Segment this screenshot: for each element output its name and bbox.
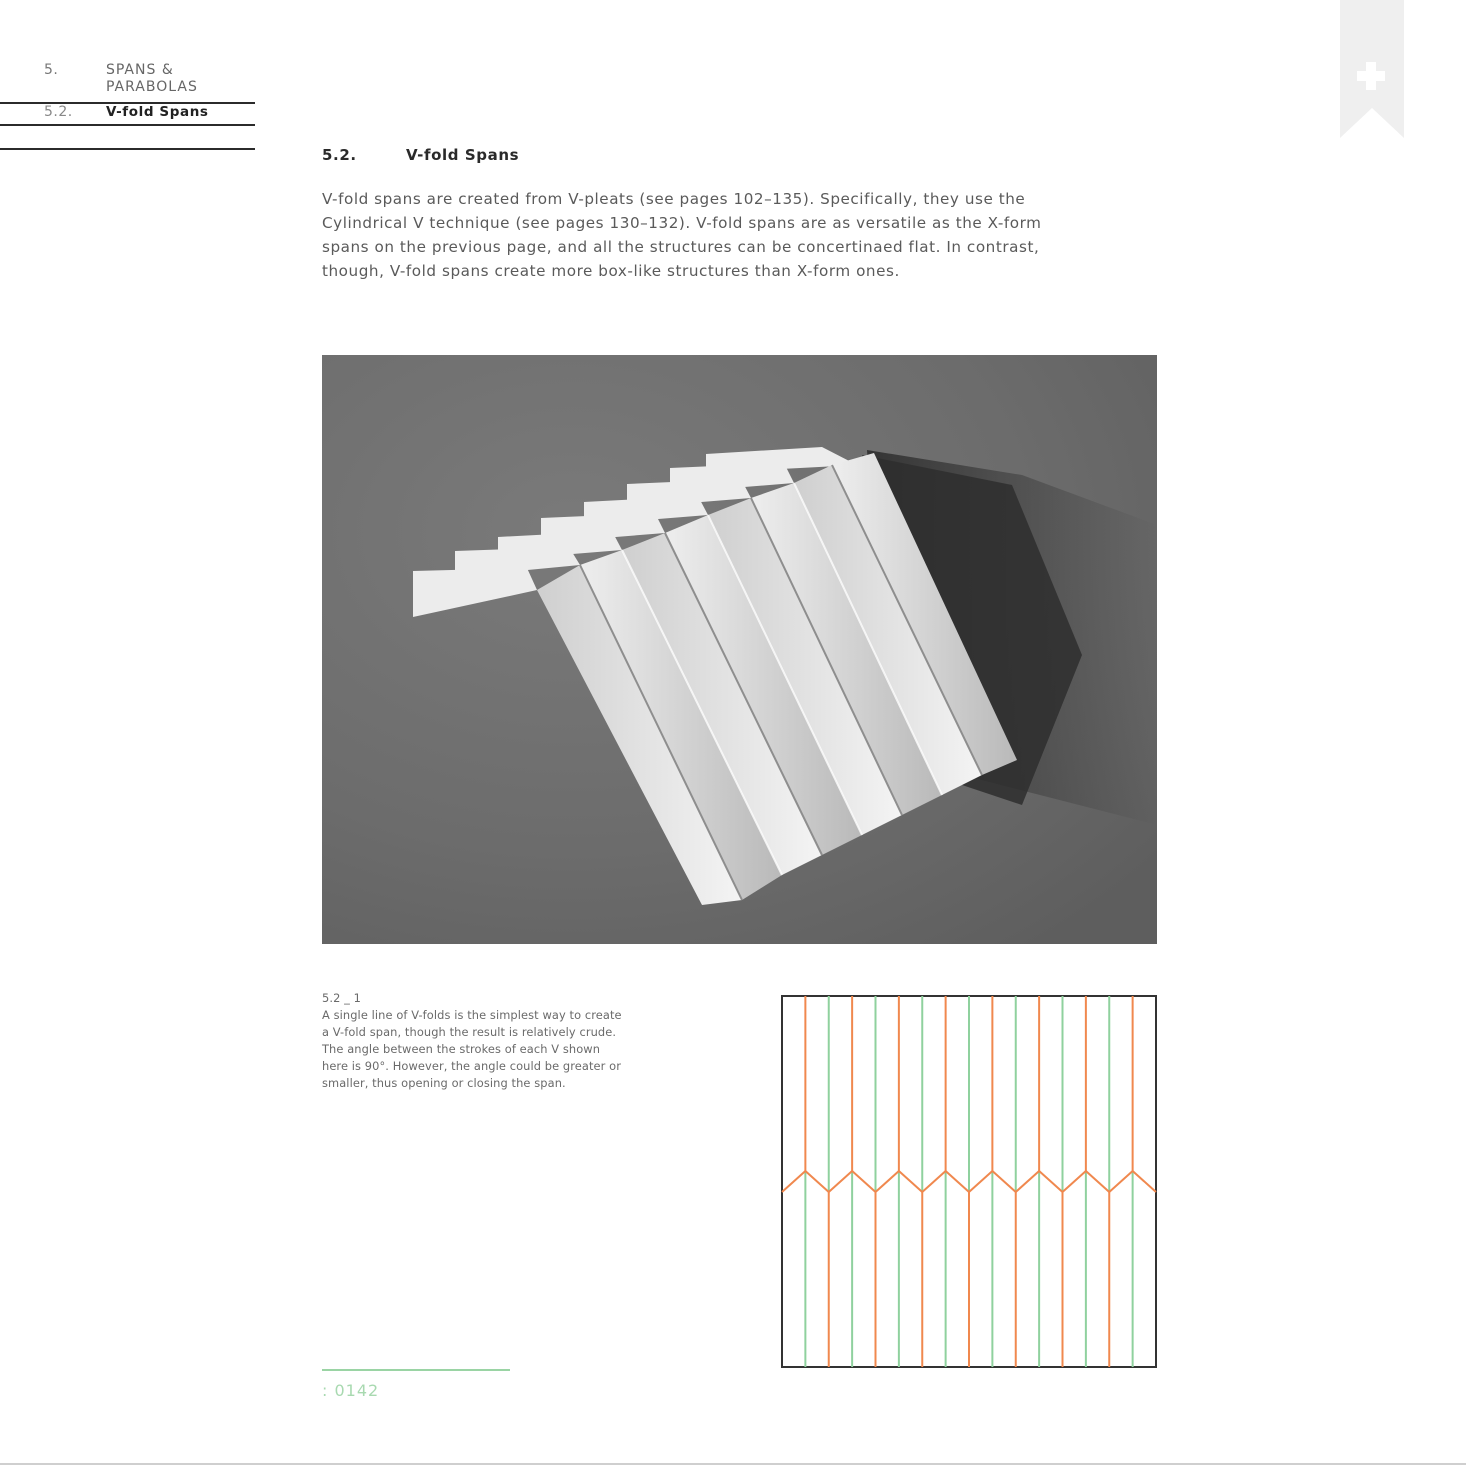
section-heading-title: V-fold Spans bbox=[406, 146, 520, 164]
nav-chapter-label-line1: SPANS & bbox=[106, 62, 174, 78]
bookmark-button[interactable] bbox=[1340, 0, 1404, 140]
figure-caption bbox=[322, 990, 622, 1092]
folded-paper-image bbox=[322, 355, 1157, 944]
nav-chapter-number: 5. bbox=[44, 62, 59, 78]
v-fold-span-photo bbox=[322, 355, 1157, 944]
crease-pattern-diagram bbox=[780, 994, 1158, 1369]
page-number: : 0142 bbox=[322, 1381, 380, 1400]
nav-chapter-label-line2: PARABOLAS bbox=[106, 79, 198, 95]
figure-caption-text: A single line of V-folds is the simplest way to create a V-fold span, though the result is relatively crude. The angle between the strokes of each V shown here is 90°. However, the angle could be greater or smaller, thus opening or closing the span. bbox=[322, 1008, 622, 1090]
nav-divider bbox=[0, 148, 255, 150]
intro-paragraph: V-fold spans are created from V-pleats (see pages 102–135). Specifically, they use the Cylindrical V technique (see pages 130–132). V-fold spans are as versatile as the X-form spans on the previous page, and all the structures can be concertinaed flat. In contrast, though, V-fold spans create more box-like structures than X-form ones. bbox=[322, 190, 1042, 280]
figure-id: 5.2 _ 1 bbox=[322, 991, 361, 1005]
footer-rule bbox=[322, 1369, 510, 1371]
section-heading bbox=[322, 146, 519, 164]
nav-chapter-label bbox=[106, 62, 198, 96]
page-bottom-edge bbox=[0, 1463, 1466, 1465]
nav-divider bbox=[0, 124, 255, 126]
bookmark-ribbon-icon bbox=[1340, 0, 1404, 140]
nav-section-number: 5.2. bbox=[44, 104, 73, 120]
v-fold-crease-pattern bbox=[780, 994, 1158, 1369]
section-heading-number: 5.2. bbox=[322, 146, 357, 164]
nav-section-label: V-fold Spans bbox=[106, 104, 209, 120]
